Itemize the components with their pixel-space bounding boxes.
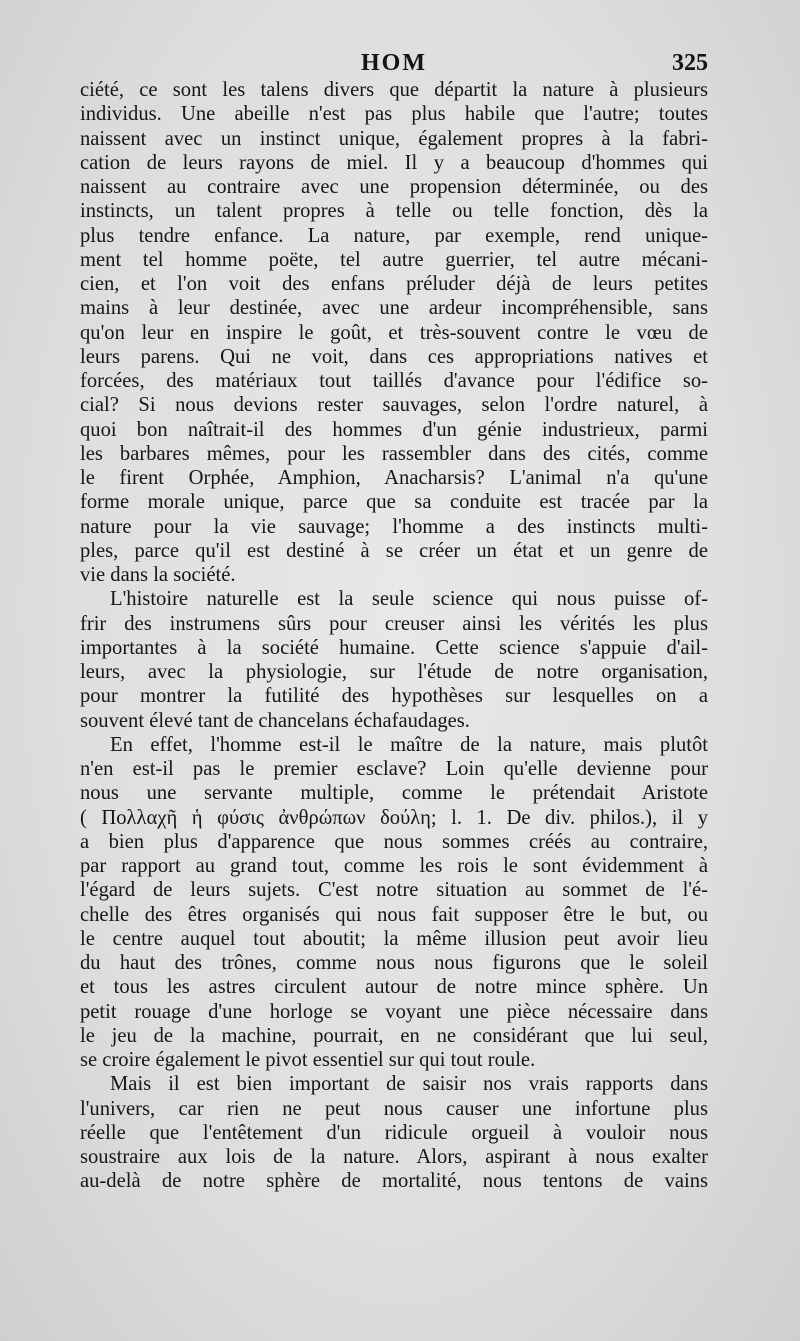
text-line: cation de leurs rayons de miel. Il y a beaucoup d'hommes qui: [80, 151, 708, 174]
text-line: instincts, un talent propres à telle ou telle fonction, dès la: [80, 200, 708, 223]
page-header: [80, 50, 708, 80]
text-line: soustraire aux lois de la nature. Alors, aspirant à nous exalter: [80, 1146, 708, 1168]
text-line: plus tendre enfance. La nature, par exemple, rend unique-: [80, 224, 708, 247]
text-line: ment tel homme poëte, tel autre guerrier, tel autre mécani-: [80, 248, 708, 271]
text-line: ciété, ce sont les talens divers que départit la nature à plusieurs: [80, 79, 708, 101]
text-line: au-delà de notre sphère de mortalité, nous tentons de vains: [80, 1170, 708, 1193]
text-line: se croire également le pivot essentiel sur qui tout roule.: [80, 1049, 536, 1071]
body-text: [80, 78, 708, 1194]
text-line: forcées, des matériaux tout taillés d'avance pour l'édifice so-: [80, 370, 708, 392]
text-line: leurs, avec la physiologie, sur l'étude de notre organisation,: [80, 661, 708, 683]
text-line: petit rouage d'une horloge se voyant une pièce nécessaire dans: [80, 1000, 708, 1023]
text-line: En effet, l'homme est-il le maître de la nature, mais plutôt: [110, 733, 708, 756]
page-number: 325: [672, 50, 708, 76]
text-line: a bien plus d'apparence que nous sommes créés au contraire,: [80, 830, 708, 853]
text-line: qu'on leur en inspire le goût, et très-souvent contre le vœu de: [80, 321, 708, 344]
text-line: individus. Une abeille n'est pas plus habile que l'autre; toutes: [80, 103, 708, 126]
text-line: l'égard de leurs sujets. C'est notre situation au sommet de l'é-: [80, 879, 708, 902]
text-line: et tous les astres circulent autour de notre mince sphère. Un: [80, 976, 708, 999]
text-line: importantes à la société humaine. Cette science s'appuie d'ail-: [80, 636, 708, 659]
text-line: le firent Orphée, Amphion, Anacharsis? L'animal n'a qu'une: [80, 467, 708, 489]
text-line: cial? Si nous devions rester sauvages, selon l'ordre naturel, à: [80, 394, 708, 417]
text-line: ples, parce qu'il est destiné à se créer un état et un genre de: [80, 539, 708, 562]
text-line: le centre auquel tout aboutit; la même illusion peut avoir lieu: [80, 927, 708, 950]
text-line: les barbares mêmes, pour les rassembler dans des cités, comme: [80, 442, 708, 465]
text-line: nature pour la vie sauvage; l'homme a des instincts multi-: [80, 515, 708, 538]
text-line: leurs parens. Qui ne voit, dans ces appropriations natives et: [80, 345, 708, 368]
text-line: naissent avec un instinct unique, également propres à la fabri-: [80, 127, 708, 150]
text-line: mains à leur destinée, avec une ardeur incompréhensible, sans: [80, 297, 708, 320]
text-line: le jeu de la machine, pourrait, en ne considérant que lui seul,: [80, 1024, 708, 1047]
text-line: naissent au contraire avec une propension déterminée, ou des: [80, 176, 708, 198]
text-line: frir des instrumens sûrs pour creuser ainsi les vérités les plus: [80, 612, 708, 635]
text-line: du haut des trônes, comme nous nous figurons que le soleil: [80, 952, 708, 974]
text-line: chelle des êtres organisés qui nous fait supposer être le but, ou: [80, 903, 708, 926]
text-line: Mais il est bien important de saisir nos vrais rapports dans: [110, 1073, 708, 1096]
text-line: par rapport au grand tout, comme les rois le sont évidemment à: [80, 855, 708, 877]
text-line: forme morale unique, parce que sa conduite est tracée par la: [80, 491, 708, 514]
running-head: HOM: [361, 50, 427, 76]
text-line: L'histoire naturelle est la seule science qui nous puisse of-: [110, 588, 708, 611]
text-line: n'en est-il pas le premier esclave? Loin qu'elle devienne pour: [80, 758, 708, 780]
text-line: nous une servante multiple, comme le prétendait Aristote: [80, 782, 708, 805]
text-line: l'univers, car rien ne peut nous causer une infortune plus: [80, 1097, 708, 1120]
text-line: souvent élevé tant de chancelans échafaudages.: [80, 709, 470, 732]
text-line: réelle que l'entêtement d'un ridicule orgueil à vouloir nous: [80, 1121, 708, 1144]
text-line: cien, et l'on voit des enfans préluder déjà de leurs petites: [80, 273, 708, 295]
text-line: ( Πολλαχῆ ἡ φύσις ἀνθρώπων δούλη; l. 1. De div. philos.), il y: [80, 806, 708, 829]
text-line: quoi bon naîtrait-il des hommes d'un génie industrieux, parmi: [80, 418, 708, 441]
text-line: pour montrer la futilité des hypothèses sur lesquelles on a: [80, 685, 708, 708]
text-line: vie dans la société.: [80, 564, 236, 586]
